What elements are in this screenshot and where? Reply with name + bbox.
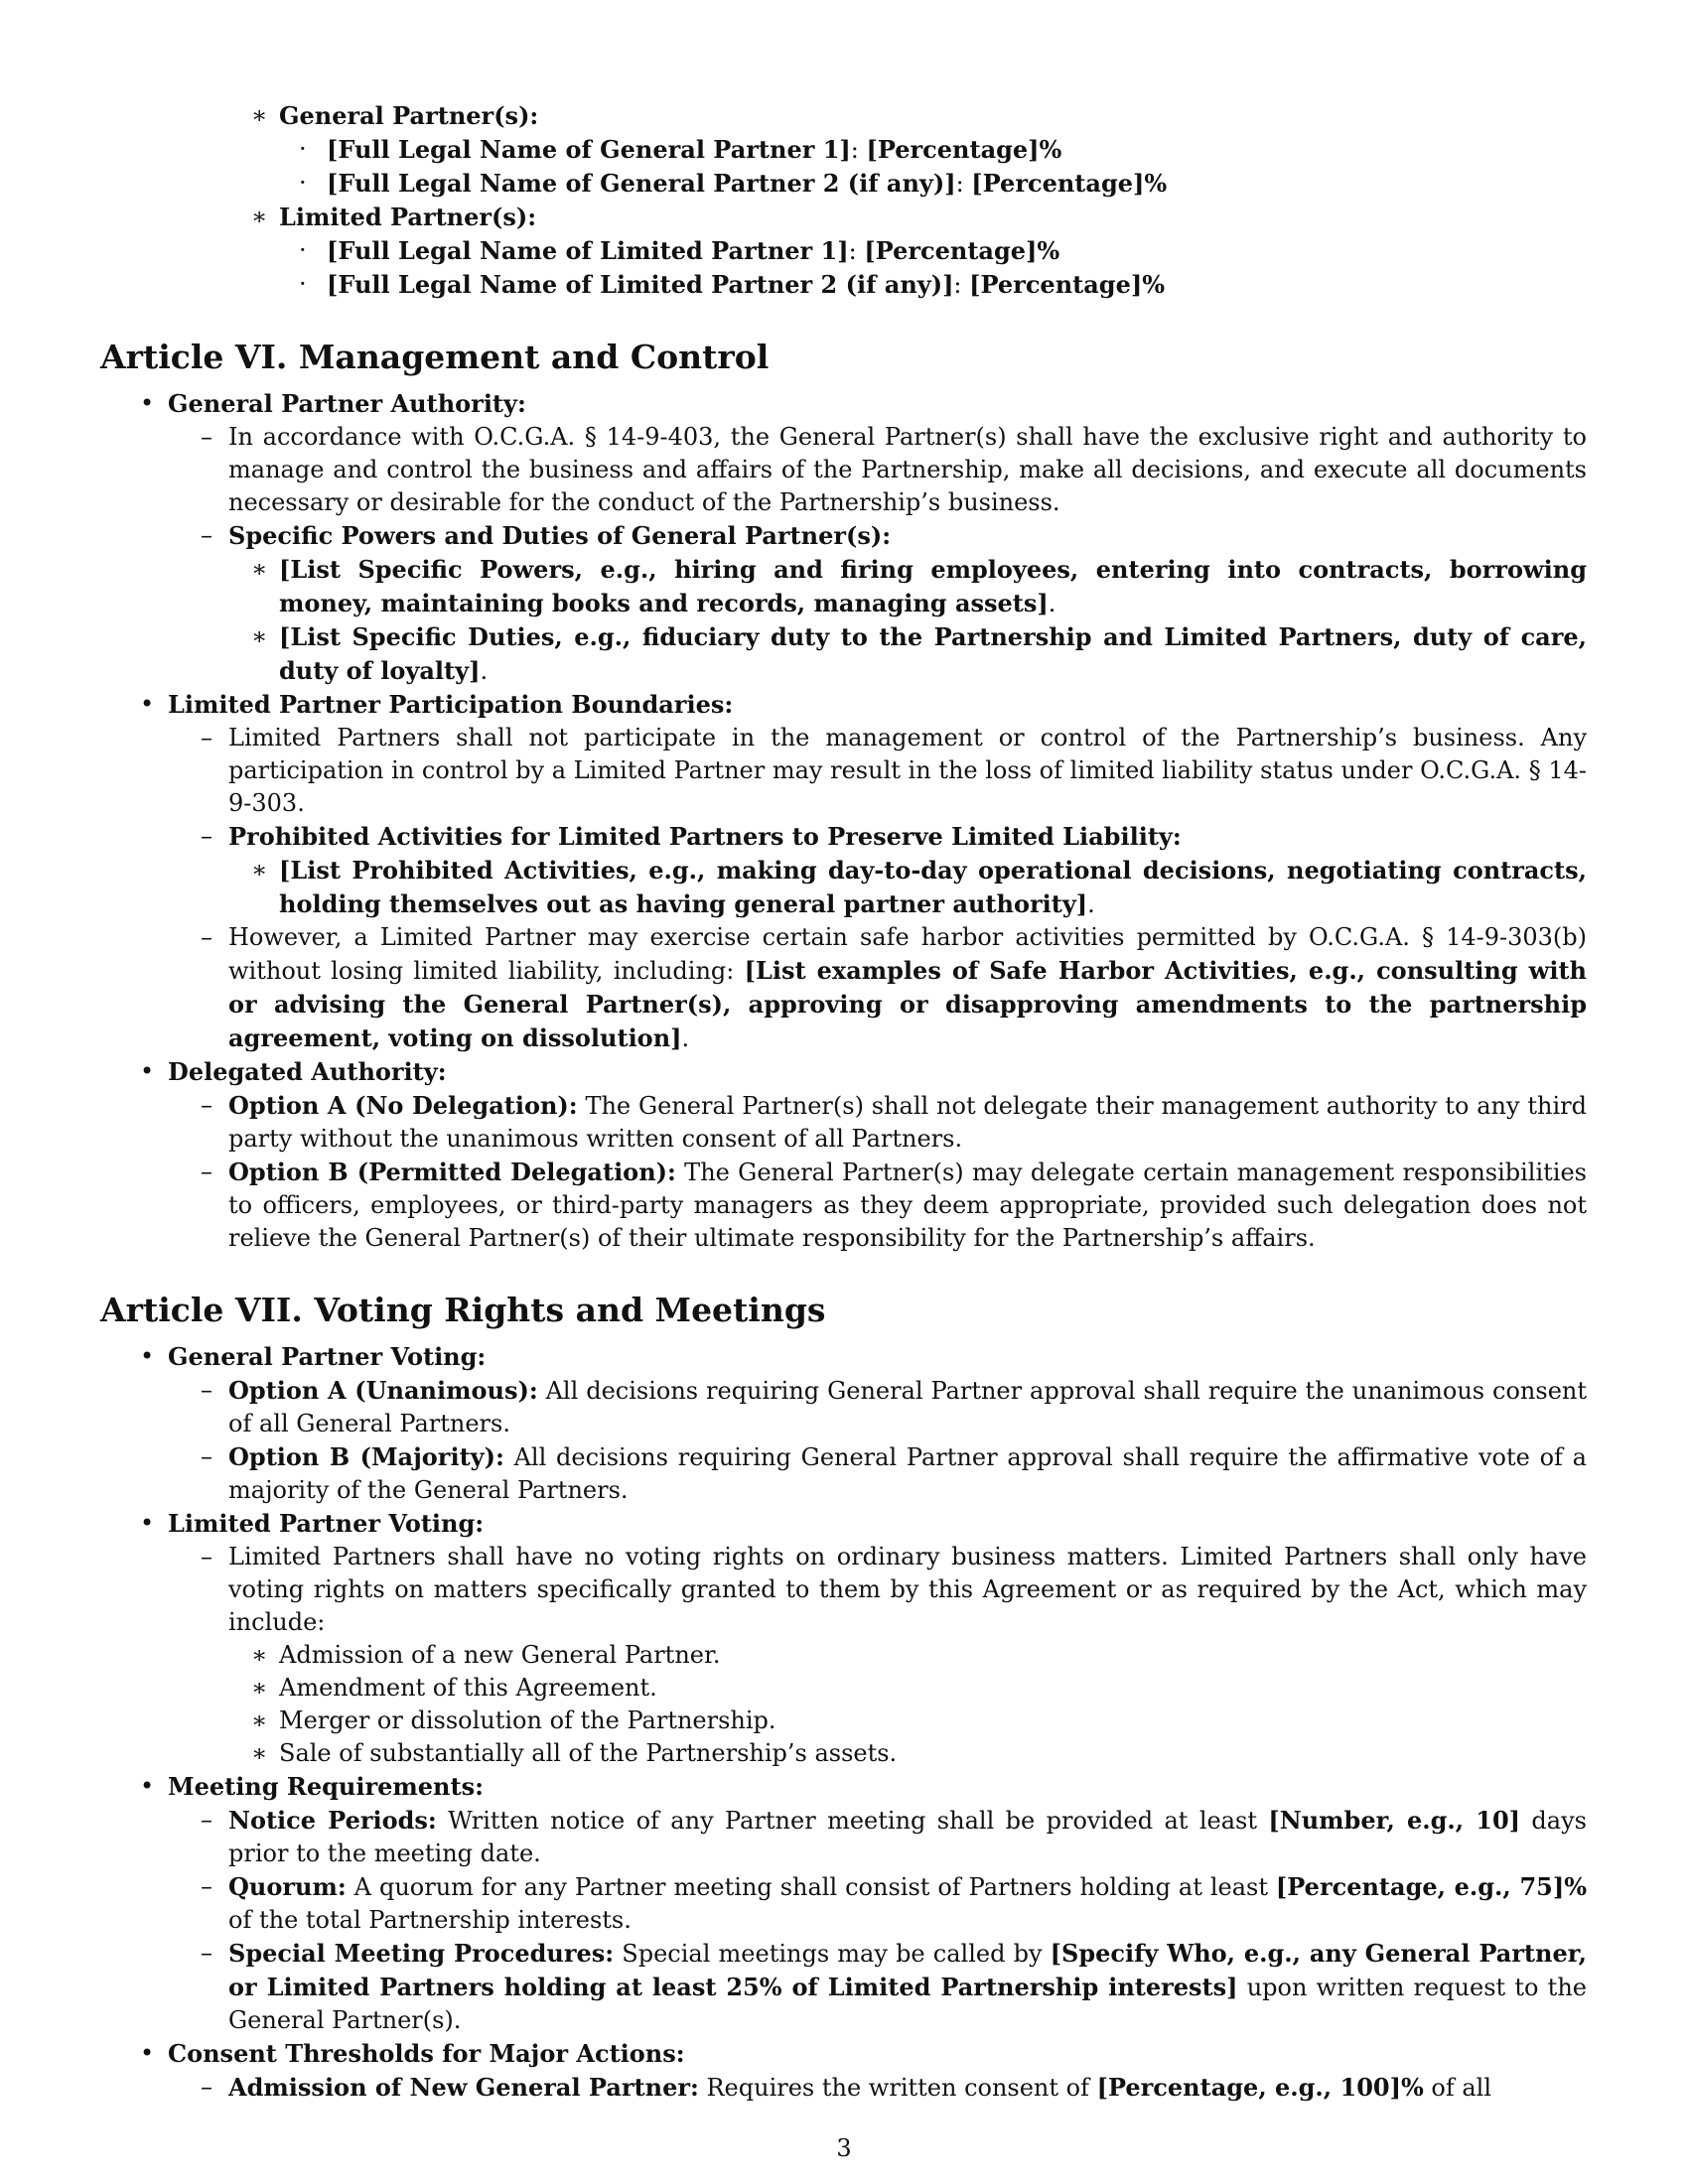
meeting-requirements-item: • Meeting Requirements: [140, 1772, 484, 1801]
page-number: 3 [836, 2134, 852, 2162]
gp-authority-text: – In accordance with O.C.G.A. § 14-9-403, the General Partner(s) shall have the exclusive right and authority to manage and control the business and affairs of the Partnership, make all decisions, and execute all documents necessary or desirable for the conduct of the Partnership’s business. [201, 423, 1587, 516]
safe-harbor-text: – However, a Limited Partner may exercise certain safe harbor activities permitted by O.C.G.A. § 14-9-303(b) without losing limited liability, including: [List examples of Safe Harbor Activities, e.g., consulting with or advising the General Partner(s), approving or disapproving amendments to the partnership agreement, voting on dissolution]. [201, 923, 1587, 1052]
asterisk-bullet-icon: ∗ [251, 856, 268, 884]
list-item: · [Full Legal Name of General Partner 1]: [Percentage]% [299, 135, 1062, 164]
consent-thresholds-item: • Consent Thresholds for Major Actions: [140, 2039, 685, 2068]
list-item: ∗ Amendment of this Agreement. [100, 1672, 1587, 1705]
gp-voting-item: • General Partner Voting: [140, 1342, 487, 1371]
quorum: – Quorum: A quorum for any Partner meeting shall consist of Partners holding at least [Percentage, e.g., 75]% of the total Partnership interests. [201, 1872, 1587, 1934]
round-bullet-icon: • [140, 2039, 155, 2067]
asterisk-bullet-icon: ∗ [251, 1641, 268, 1669]
voting-option-b: – Option B (Majority): All decisions requiring General Partner approval shall require the affirmative vote of a majority of the General Partners. [201, 1442, 1587, 1504]
list-item: ∗ Sale of substantially all of the Partnership’s assets. [100, 1737, 1587, 1770]
asterisk-bullet-icon: ∗ [251, 1674, 268, 1702]
gp-ownership-label: ∗ General Partner(s): [251, 101, 539, 130]
asterisk-bullet-icon: ∗ [251, 555, 268, 583]
lp-boundaries-text: – Limited Partners shall not participate in the management or control of the Partnership’s business. Any participation in control by a Limited Partner may result in the loss of limited liability status under O.C.G.A. § 14-9-303. [201, 724, 1587, 817]
round-bullet-icon: • [140, 1342, 155, 1370]
prohibited-activities-item: – Prohibited Activities for Limited Partners to Preserve Limited Liability: [201, 822, 1182, 851]
asterisk-bullet-icon: ∗ [251, 203, 268, 230]
dash-bullet-icon: – [201, 1872, 212, 1900]
dash-bullet-icon: – [201, 1806, 212, 1834]
dot-bullet-icon: · [299, 236, 307, 264]
dash-bullet-icon: – [201, 1442, 212, 1470]
list-item: ∗ Merger or dissolution of the Partnership. [100, 1705, 1587, 1737]
dash-bullet-icon: – [201, 1939, 212, 1967]
dash-bullet-icon: – [201, 2073, 212, 2101]
article-vii-heading: Article VII. Voting Rights and Meetings [100, 1291, 826, 1329]
dash-bullet-icon: – [201, 423, 212, 451]
lp-voting-item: • Limited Partner Voting: [140, 1509, 485, 1538]
lp-voting-text: – Limited Partners shall have no voting rights on ordinary business matters. Limited Partners shall only have voting rights on matters specifically granted to them by this Agreement or as required by the Act, which may include: [201, 1543, 1587, 1636]
lp-boundaries-item: • Limited Partner Participation Boundaries: [140, 690, 734, 719]
article-vi-heading: Article VI. Management and Control [100, 338, 770, 376]
delegated-authority-item: • Delegated Authority: [140, 1057, 447, 1086]
special-meeting-procedures: – Special Meeting Procedures: Special meetings may be called by [Specify Who, e.g., any General Partner, or Limited Partners holding at least 25% of Limited Partnership interests] upon written request to the General Partner(s). [201, 1939, 1587, 2034]
asterisk-bullet-icon: ∗ [251, 622, 268, 650]
powers-placeholder: ∗ [List Specific Powers, e.g., hiring and firing employees, entering into contracts, borrowing money, maintaining books and records, managing assets]. [251, 555, 1587, 617]
asterisk-bullet-icon: ∗ [251, 1706, 268, 1734]
document-page [100, 99, 1587, 2105]
dash-bullet-icon: – [201, 1376, 212, 1404]
admission-new-gp: – Admission of New General Partner: Requires the written consent of [Percentage, e.g., 100]% of all [201, 2073, 1492, 2102]
voting-option-a: – Option A (Unanimous): All decisions requiring General Partner approval shall require the unanimous consent of all General Partners. [201, 1376, 1587, 1437]
list-item: · [Full Legal Name of Limited Partner 1]: [Percentage]% [299, 236, 1060, 265]
list-item: ∗ Admission of a new General Partner. [100, 1639, 1587, 1672]
gp-authority-item: • General Partner Authority: [140, 389, 526, 418]
dash-bullet-icon: – [201, 724, 212, 751]
dash-bullet-icon: – [201, 1158, 212, 1185]
list-item: · [Full Legal Name of General Partner 2 (if any)]: [Percentage]% [299, 169, 1168, 198]
asterisk-bullet-icon: ∗ [251, 101, 268, 129]
list-item: · [Full Legal Name of Limited Partner 2 (if any)]: [Percentage]% [299, 270, 1165, 299]
option-b-delegation: – Option B (Permitted Delegation): The General Partner(s) may delegate certain management responsibilities to officers, employees, or third-party managers as they deem appropriate, provided such delegation does not relieve the General Partner(s) of their ultimate responsibility for the Partnership’s affairs. [201, 1158, 1587, 1252]
duties-placeholder: ∗ [List Specific Duties, e.g., fiduciary duty to the Partnership and Limited Partners, duty of care, duty of loyalty]. [251, 622, 1587, 685]
dash-bullet-icon: – [201, 923, 212, 951]
dot-bullet-icon: · [299, 135, 307, 163]
lp-ownership-label: ∗ Limited Partner(s): [251, 203, 537, 231]
round-bullet-icon: • [140, 1057, 155, 1085]
round-bullet-icon: • [140, 389, 155, 417]
asterisk-bullet-icon: ∗ [251, 1739, 268, 1767]
notice-periods: – Notice Periods: Written notice of any Partner meeting shall be provided at least [Number, e.g., 10] days prior to the meeting date. [201, 1806, 1587, 1867]
prohibited-placeholder: ∗ [List Prohibited Activities, e.g., making day-to-day operational decisions, negotiating contracts, holding themselves out as having general partner authority]. [251, 856, 1587, 918]
dash-bullet-icon: – [201, 1543, 212, 1570]
option-a-delegation: – Option A (No Delegation): The General Partner(s) shall not delegate their management authority to any third party without the unanimous written consent of all Partners. [201, 1091, 1587, 1153]
round-bullet-icon: • [140, 1509, 155, 1537]
dot-bullet-icon: · [299, 169, 307, 197]
dot-bullet-icon: · [299, 270, 307, 298]
specific-powers-item: – Specific Powers and Duties of General Partner(s): [201, 521, 892, 550]
round-bullet-icon: • [140, 1772, 155, 1800]
dash-bullet-icon: – [201, 521, 212, 549]
dash-bullet-icon: – [201, 1091, 212, 1119]
dash-bullet-icon: – [201, 822, 212, 850]
round-bullet-icon: • [140, 690, 155, 718]
